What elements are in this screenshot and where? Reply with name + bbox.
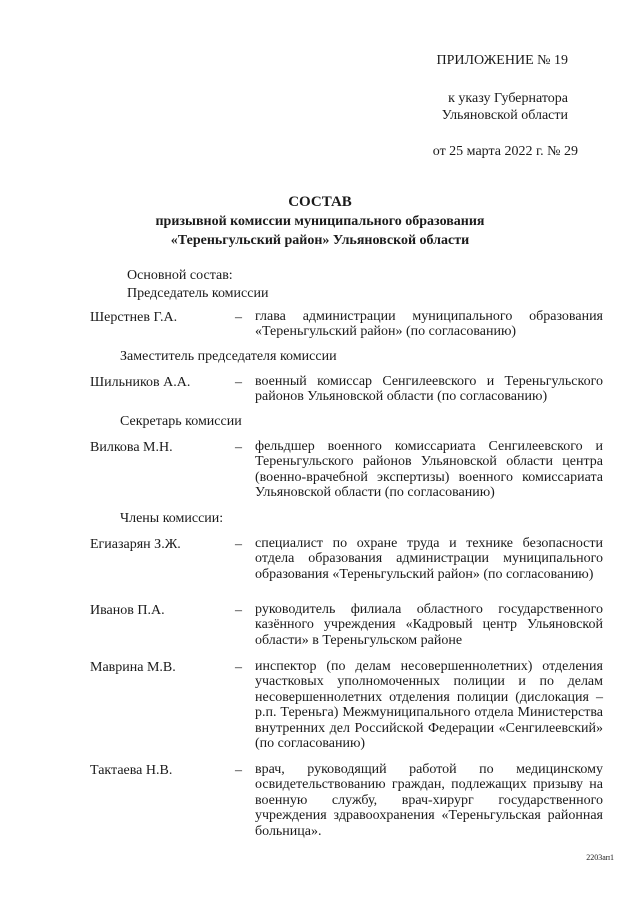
document-subtitle-line1: призывной комиссии муниципального образования bbox=[155, 214, 485, 229]
document-subtitle-line2: «Тереньгульский район» Ульяновской области bbox=[170, 233, 470, 248]
dash-separator: – bbox=[235, 660, 242, 675]
dash-separator: – bbox=[235, 375, 242, 390]
dash-separator: – bbox=[235, 440, 242, 455]
dash-separator: – bbox=[235, 763, 242, 778]
person-name: Иванов П.А. bbox=[90, 603, 165, 618]
person-name: Маврина М.В. bbox=[90, 660, 176, 675]
section-secretary: Секретарь комиссии bbox=[120, 414, 242, 429]
dash-separator: – bbox=[235, 310, 242, 325]
document-code: 2203ап1 bbox=[586, 853, 614, 862]
decree-date: от 25 марта 2022 г. № 29 bbox=[432, 144, 578, 159]
decree-reference-line1: к указу Губернатора bbox=[448, 91, 568, 106]
dash-separator: – bbox=[235, 537, 242, 552]
person-description: специалист по охране труда и технике безопасности отдела образования администрации муниципального образования «Тереньгульский район» (по согласованию) bbox=[255, 536, 603, 582]
person-name: Тактаева Н.В. bbox=[90, 763, 173, 778]
person-name: Вилкова М.Н. bbox=[90, 440, 173, 455]
person-name: Шерстнев Г.А. bbox=[90, 310, 178, 325]
section-chairman: Председатель комиссии bbox=[127, 286, 269, 301]
person-name: Шильников А.А. bbox=[90, 375, 191, 390]
person-description: инспектор (по делам несовершеннолетних) отделения участковых уполномоченных полиции и по делам несовершеннолетних отделения полиции (дислокация – р.п. Тереньга) Межмуниципального отдела Министерства внутренних дел Российской Федерации «Сенгилеевский» (по согласованию) bbox=[255, 659, 603, 752]
section-deputy: Заместитель председателя комиссии bbox=[120, 349, 337, 364]
dash-separator: – bbox=[235, 603, 242, 618]
person-description: глава администрации муниципального образования «Тереньгульский район» (по согласованию) bbox=[255, 309, 603, 340]
person-description: военный комиссар Сенгилеевского и Тереньгульского районов Ульяновской области (по согласованию) bbox=[255, 374, 603, 405]
decree-reference-line2: Ульяновской области bbox=[441, 108, 568, 123]
section-members: Члены комиссии: bbox=[120, 511, 224, 526]
appendix-number: ПРИЛОЖЕНИЕ № 19 bbox=[436, 53, 568, 68]
document-title: СОСТАВ bbox=[288, 194, 352, 210]
section-main-composition: Основной состав: bbox=[127, 268, 233, 283]
person-description: руководитель филиала областного государственного казённого учреждения «Кадровый центр Ульяновской области» в Тереньгульском районе bbox=[255, 602, 603, 648]
person-description: врач, руководящий работой по медицинскому освидетельствованию граждан, подлежащих призыву на военную службу, врач-хирург государственного учреждения здравоохранения «Тереньгульская районная больница». bbox=[255, 762, 603, 839]
person-description: фельдшер военного комиссариата Сенгилеевского и Тереньгульского районов Ульяновской области центра (военно-врачебной экспертизы) военного комиссариата Ульяновской области (по согласованию) bbox=[255, 439, 603, 501]
person-name: Егиазарян З.Ж. bbox=[90, 537, 181, 552]
